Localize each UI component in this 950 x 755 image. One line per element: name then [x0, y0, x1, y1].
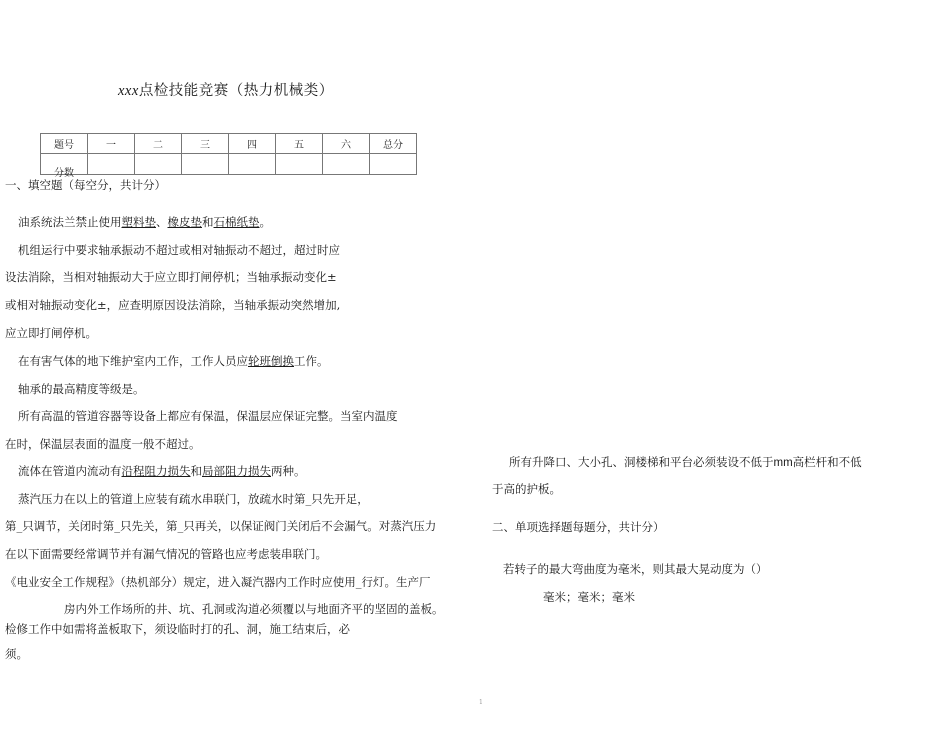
question-5-line-2: 在时，保温层表面的温度一般不超过。 [5, 437, 201, 451]
score-row-label: 分数 [41, 154, 88, 175]
score-cell-total: 总分 [370, 134, 417, 154]
question-7-line-1: 蒸汽压力在以上的管道上应装有疏水串联门，放疏水时第_只先开足， [18, 492, 369, 506]
section2-heading: 二、单项选择题每题分，共计分） [492, 520, 665, 534]
score-cell-q4: 四 [229, 134, 276, 154]
question-2-line-2: 设法消除，当相对轴振动大于应立即打闸停机；当轴承振动变化± [5, 270, 337, 284]
section1-heading: 一、填空题（每空分，共计分） [5, 178, 166, 192]
score-input-q2 [135, 154, 182, 175]
question-7-line-3: 在以下面需要经常调节并有漏气情况的管路也应考虑装串联门。 [5, 547, 327, 561]
question-2-line-3: 或相对轴振动变化±，应查明原因设法消除，当轴承振动突然增加, [5, 298, 341, 312]
document-title [118, 79, 334, 100]
score-table-header-row [41, 134, 417, 154]
score-input-q6 [323, 154, 370, 175]
question-8-line-4: 须。 [5, 647, 28, 661]
score-cell-q3: 三 [182, 134, 229, 154]
question-6: 流体在管道内流动有沿程阻力损失和局部阻力损失两种。 [18, 464, 306, 478]
title-prefix: xxx [118, 83, 139, 99]
question-2-line-1: 机组运行中要求轴承振动不超过或相对轴振动不超过，超过时应 [18, 243, 340, 257]
score-input-q4 [229, 154, 276, 175]
question-1: 油系统法兰禁止使用塑料垫、橡皮垫和石棉纸垫。 [18, 215, 271, 229]
score-cell-q6: 六 [323, 134, 370, 154]
question-10: 若转子的最大弯曲度为毫米，则其最大晃动度为（） [503, 562, 768, 576]
question-2-line-4: 应立即打闸停机。 [5, 326, 97, 340]
question-4: 轴承的最高精度等级是。 [18, 382, 145, 396]
score-table-score-row [41, 154, 417, 175]
question-9-line-2: 于高的护板。 [492, 482, 561, 496]
page-mark: 1 [479, 699, 483, 706]
score-input-q1 [88, 154, 135, 175]
score-input-q3 [182, 154, 229, 175]
title-main: 点检技能竞赛（热力机械类） [138, 83, 334, 99]
question-5-line-1: 所有高温的管道容器等设备上都应有保温，保温层应保证完整。当室内温度 [18, 409, 398, 423]
question-9-line-1: 所有升降口、大小孔、洞楼梯和平台必须装设不低于mm高栏杆和不低 [509, 455, 862, 469]
score-input-total [370, 154, 417, 175]
question-10-options: 毫米；毫米；毫米 [543, 590, 635, 604]
question-8-line-2: 房内外工作场所的井、坑、孔洞或沟道必须覆以与地面齐平的坚固的盖板。 [64, 602, 444, 616]
question-8-line-1: 《电业安全工作规程》（热机部分）规定，进入凝汽器内工作时应使用_行灯。生产厂 [5, 575, 431, 589]
score-cell-q5: 五 [276, 134, 323, 154]
score-table [40, 133, 417, 179]
score-cell-label: 题号 [41, 134, 88, 154]
score-cell-q1: 一 [88, 134, 135, 154]
question-7-line-2: 第_只调节，关闭时第_只先关，第_只再关，以保证阀门关闭后不会漏气。对蒸汽压力 [5, 519, 437, 533]
question-3: 在有害气体的地下维护室内工作，工作人员应轮班倒换工作。 [18, 354, 329, 368]
score-cell-q2: 二 [135, 134, 182, 154]
score-input-q5 [276, 154, 323, 175]
question-8-line-3: 检修工作中如需将盖板取下，须设临时打的孔、洞，施工结束后，必 [5, 622, 350, 636]
